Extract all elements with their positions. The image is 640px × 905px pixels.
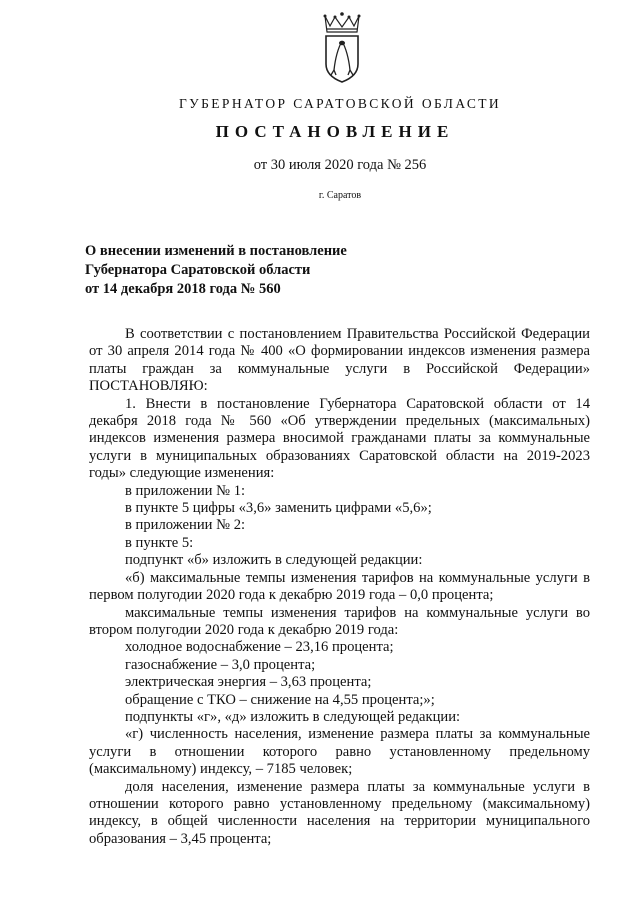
body-paragraph: обращение с ТКО – снижение на 4,55 процента;»; [125, 691, 435, 708]
body-paragraph: 1. Внести в постановление Губернатора Саратовской области от 14 декабря 2018 года № 560 «Об утверждении предельных (максимальных) индексов изменения размера вносимой гражданами платы за коммунальные услуги в муниципальных образованиях Саратовской области на 2019-2023 годы» следующие изменения: [89, 395, 590, 482]
body-paragraph: максимальные темпы изменения тарифов на коммунальные услуги во втором полугодии 2020 года к декабрю 2019 года: [89, 604, 590, 638]
body-paragraph: подпункт «б» изложить в следующей редакции: [125, 552, 423, 569]
body-paragraph: в пункте 5 цифры «3,6» заменить цифрами «5,6»; [125, 500, 432, 517]
body-paragraph: подпункты «г», «д» изложить в следующей редакции: [125, 708, 461, 725]
body-paragraph: в приложении № 1: [125, 482, 246, 499]
document-date-number: от 30 июля 2020 года № 256 [253, 157, 427, 173]
subject-line: О внесении изменений в постановление [85, 243, 347, 259]
saratov-coat-of-arms-icon [317, 12, 367, 84]
body-paragraph: доля населения, изменение размера платы за коммунальные услуги в отношении которого равно установленному предельному (максимальному) индексу, в общей численности населения на территории муниципального образования – 3,45 процента; [89, 778, 590, 847]
subject-line: от 14 декабря 2018 года № 560 [85, 281, 281, 297]
body-paragraph: «б) максимальные темпы изменения тарифов на коммунальные услуги в первом полугодии 2020 года к декабрю 2019 года – 0,0 процента; [89, 569, 590, 604]
subject-line: Губернатора Саратовской области [85, 262, 311, 278]
document-type: ПОСТАНОВЛЕНИЕ [215, 122, 455, 141]
issuing-authority: ГУБЕРНАТОР САРАТОВСКОЙ ОБЛАСТИ [178, 96, 502, 111]
body-paragraph: в пункте 5: [125, 534, 194, 551]
body-paragraph: в приложении № 2: [125, 517, 246, 534]
body-paragraph: холодное водоснабжение – 23,16 процента; [125, 639, 394, 656]
body-paragraph: газоснабжение – 3,0 процента; [125, 656, 316, 673]
document-subject [85, 242, 505, 299]
body-paragraph: В соответствии с постановлением Правительства Российской Федерации от 30 апреля 2014 года № 400 «О формировании индексов изменения размера платы граждан за коммунальные услуги в Российской Федерации» ПОСТАНОВЛЯЮ: [89, 326, 590, 395]
document-body [89, 326, 590, 848]
document-city: г. Саратов [318, 190, 362, 201]
body-paragraph: электрическая энергия – 3,63 процента; [125, 674, 372, 691]
body-paragraph: «г) численность населения, изменение размера платы за коммунальные услуги в отношении которого равно установленному предельному (максимальному) индексу, – 7185 человек; [89, 726, 590, 778]
